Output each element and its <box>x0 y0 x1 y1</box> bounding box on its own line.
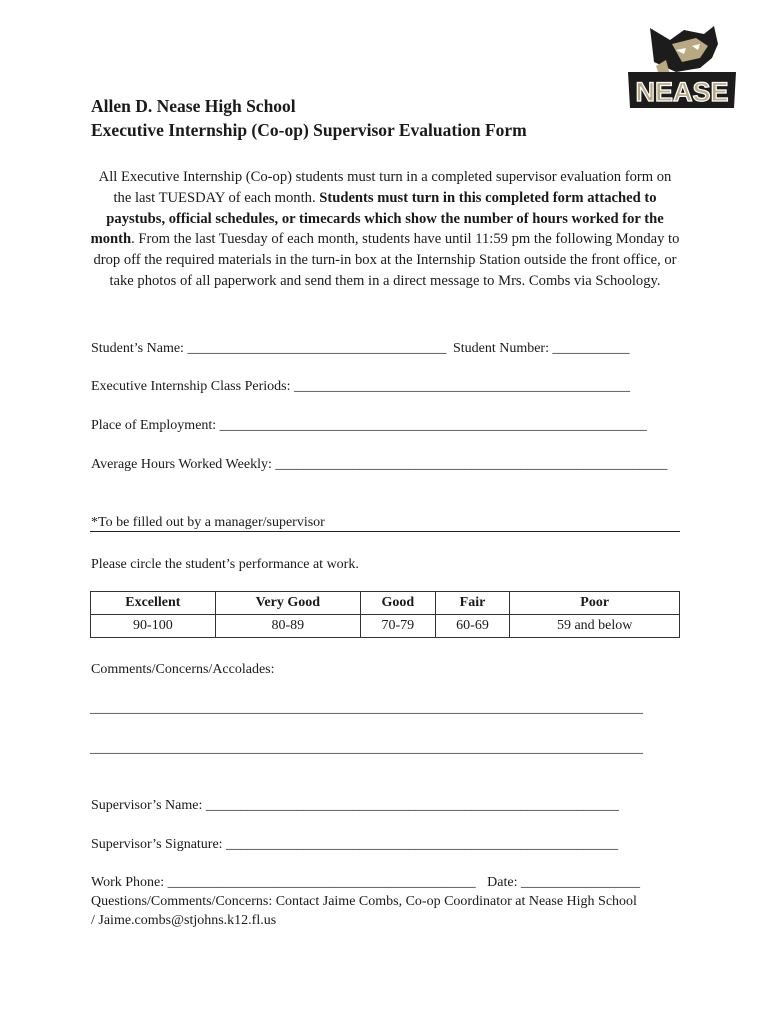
work-phone-label: Work Phone: <box>91 875 165 890</box>
comments-line-2[interactable]: _______________________________________________________________________________ <box>90 741 643 756</box>
contact-line-1: Questions/Comments/Concerns: Contact Jaime Combs, Co-op Coordinator at Nease High School <box>91 894 637 909</box>
class-periods-row <box>91 378 630 396</box>
comments-line-1[interactable]: _______________________________________________________________________________ <box>90 701 643 716</box>
class-periods-field[interactable]: ________________________________________________ <box>293 379 630 394</box>
form-title: Executive Internship (Co-op) Supervisor Evaluation Form <box>91 120 527 140</box>
supervisor-name-row <box>91 797 619 815</box>
student-number-label: Student Number: <box>452 341 549 356</box>
performance-instruction: Please circle the student’s performance at work. <box>91 557 359 572</box>
instructions-paragraph <box>88 167 682 292</box>
date-label: Date: <box>487 875 518 890</box>
employment-label: Place of Employment: <box>91 418 217 433</box>
rating-label[interactable]: Fair <box>435 592 510 615</box>
performance-table <box>90 591 680 638</box>
rating-label[interactable]: Poor <box>510 592 680 615</box>
rating-range[interactable]: 59 and below <box>510 615 680 638</box>
rating-range[interactable]: 60-69 <box>435 615 510 638</box>
section-divider <box>90 531 680 532</box>
rating-range[interactable]: 70-79 <box>360 615 435 638</box>
student-name-row <box>91 340 629 358</box>
school-name: Allen D. Nease High School <box>91 96 296 116</box>
date-field[interactable]: _________________ <box>520 875 640 890</box>
student-name-label: Student’s Name: <box>91 341 184 356</box>
supervisor-name-field[interactable]: ___________________________________________________________ <box>205 798 619 813</box>
instructions-part2: . From the last Tuesday of each month, students have until 11:59 pm the following Monday to drop off the required materials in the turn-in box at the Internship Station outside the front office, or take photos of all paperwork and send them in a direct message to Mrs. Combs via Schoology. <box>93 231 680 289</box>
employment-field[interactable]: _____________________________________________________________ <box>219 418 647 433</box>
supervisor-signature-label: Supervisor’s Signature: <box>91 837 223 852</box>
supervisor-name-label: Supervisor’s Name: <box>91 798 203 813</box>
rating-label[interactable]: Very Good <box>215 592 360 615</box>
logo-wordmark: NEASE <box>635 77 729 107</box>
work-phone-row <box>91 874 640 892</box>
rating-label[interactable]: Good <box>360 592 435 615</box>
rating-range[interactable]: 80-89 <box>215 615 360 638</box>
instructions-part1: All Executive Internship (Co-op) students must turn in a completed supervisor evaluation form on the last TUESDAY of each month. <box>98 169 672 206</box>
supervisor-note: *To be filled out by a manager/supervisor <box>91 515 325 530</box>
rating-range[interactable]: 90-100 <box>91 615 216 638</box>
supervisor-signature-field[interactable]: ________________________________________________________ <box>226 837 619 852</box>
class-periods-label: Executive Internship Class Periods: <box>91 379 291 394</box>
rating-label[interactable]: Excellent <box>91 592 216 615</box>
hours-label: Average Hours Worked Weekly: <box>91 457 272 472</box>
performance-ranges-row <box>91 615 680 638</box>
comments-label: Comments/Concerns/Accolades: <box>91 662 275 677</box>
contact-line-2: / Jaime.combs@stjohns.k12.fl.us <box>91 913 277 928</box>
instructions-bold: Students must turn in this completed form attached to paystubs, official schedules, or timecards which show the number of hours worked for the month <box>90 189 664 248</box>
hours-field[interactable]: ________________________________________________________ <box>275 457 668 472</box>
student-number-field[interactable]: ___________ <box>552 341 630 356</box>
supervisor-signature-row <box>91 836 618 854</box>
employment-row <box>91 417 647 435</box>
form-header <box>91 94 527 142</box>
student-name-field[interactable]: _____________________________________ <box>187 341 447 356</box>
performance-labels-row <box>91 592 680 615</box>
hours-row <box>91 456 667 474</box>
work-phone-field[interactable]: ____________________________________________ <box>167 875 476 890</box>
nease-panther-logo <box>626 22 738 114</box>
